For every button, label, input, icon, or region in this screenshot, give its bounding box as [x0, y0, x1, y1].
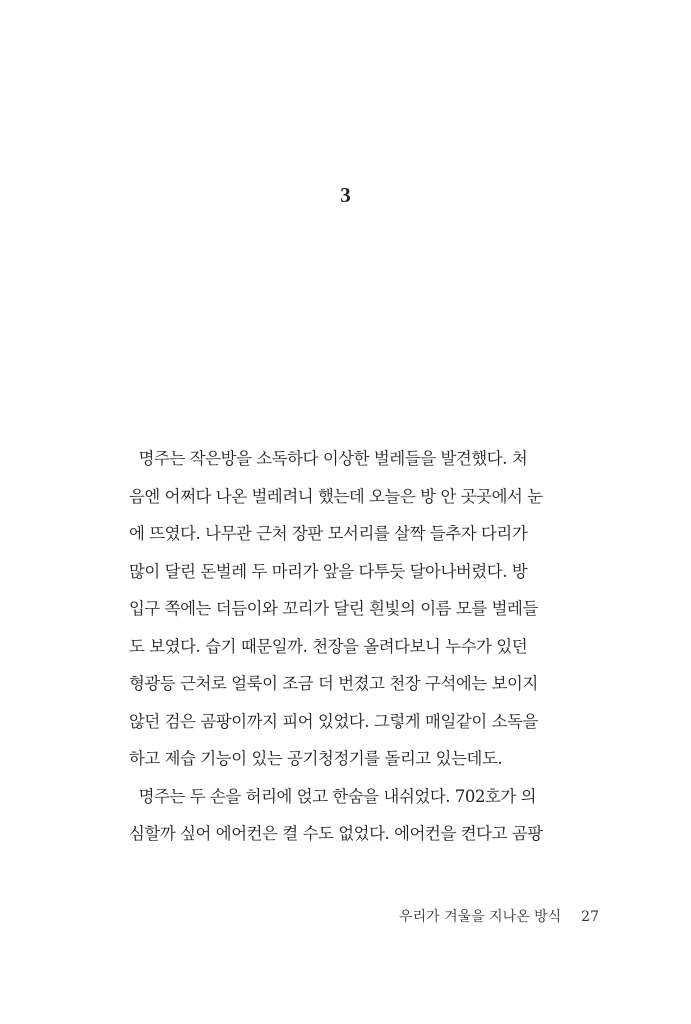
text-line: 형광등 근처로 얼룩이 조금 더 번졌고 천장 구석에는 보이지: [129, 674, 538, 693]
text-line: 도 보였다. 습기 때문일까. 천장을 올려다보니 누수가 있던: [129, 636, 528, 656]
text-line: 명주는 두 손을 허리에 얹고 한숨을 내쉬었다. 702호가 의: [129, 786, 537, 806]
text-line: 명주는 작은방을 소독하다 이상한 벌레들을 발견했다. 처: [129, 449, 528, 468]
running-book-title: 우리가 겨울을 지나온 방식: [399, 909, 562, 925]
chapter-number: 3: [340, 183, 351, 207]
text-line: 하고 제습 기능이 있는 공기청정기를 돌리고 있는데도.: [129, 749, 503, 768]
page-footer: [399, 904, 599, 930]
text-line: 음엔 어쩌다 나온 벌레려니 했는데 오늘은 방 안 곳곳에서 눈: [129, 486, 543, 506]
text-line: 에 뜨였다. 나무관 근처 장판 모서리를 살짝 들추자 다리가: [129, 524, 528, 543]
page-number: 27: [581, 909, 599, 925]
text-line: 많이 달린 돈벌레 두 마리가 앞을 다투듯 달아나버렸다. 방: [129, 561, 528, 581]
text-line: 입구 쪽에는 더듬이와 꼬리가 달린 흰빛의 이름 모를 벌레들: [129, 599, 538, 618]
text-line: 심할까 싶어 에어컨은 켤 수도 없었다. 에어컨을 켠다고 곰팡: [129, 824, 543, 843]
text-line: 않던 검은 곰팡이까지 피어 있었다. 그렇게 매일같이 소독을: [129, 711, 538, 731]
body-text: [129, 440, 604, 853]
